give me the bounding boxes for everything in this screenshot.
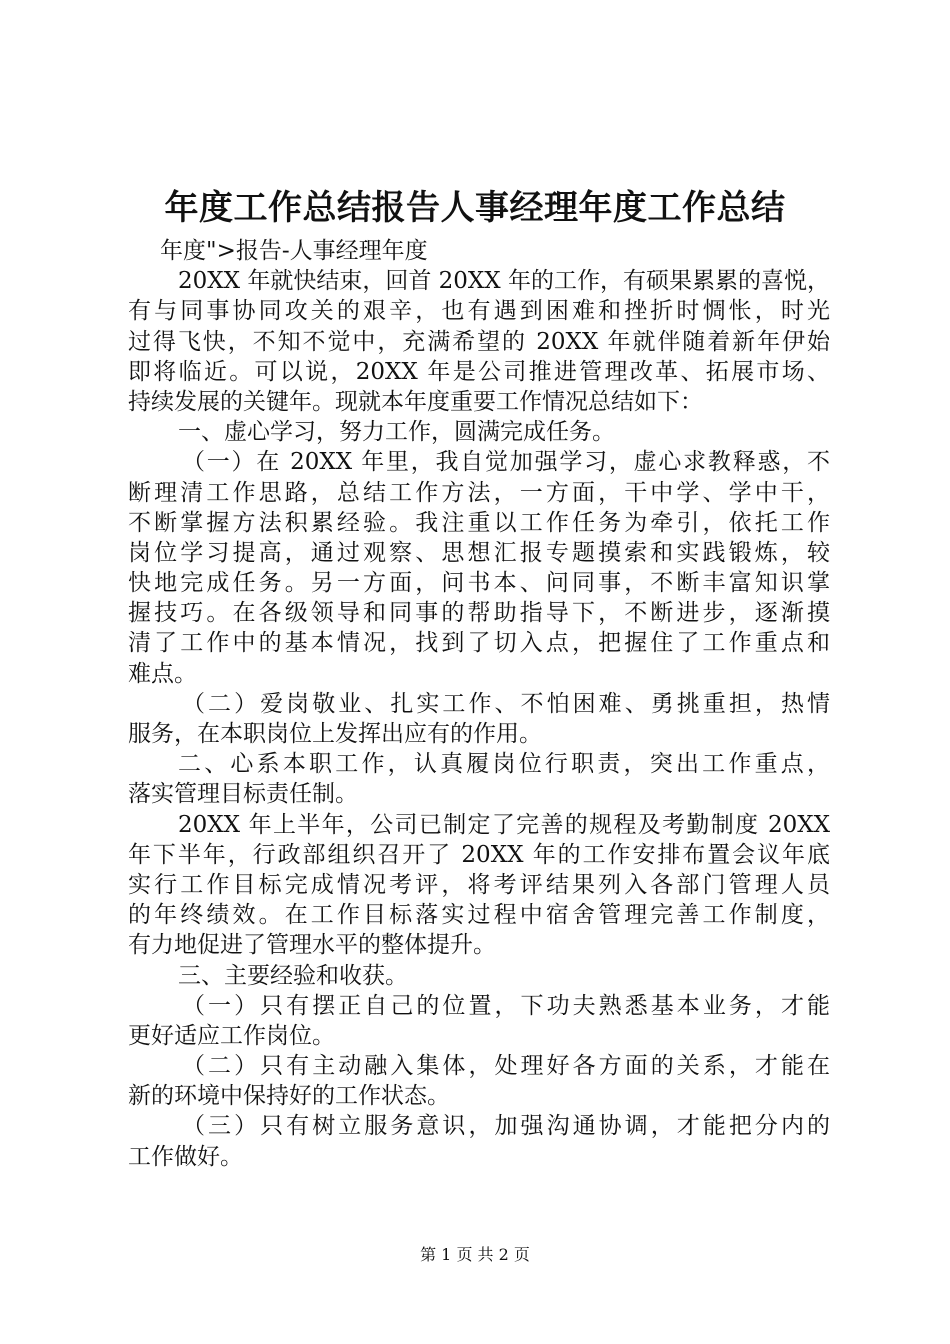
text-line: 年下半年，行政部组织召开了 20XX 年的工作安排布置会议年底 xyxy=(128,841,830,868)
text-line: （三）只有树立服务意识，加强沟通协调，才能把分内的 xyxy=(182,1113,830,1140)
section-heading: 一、虚心学习，努力工作，圆满完成任务。 xyxy=(178,419,615,446)
text-line: 实行工作目标完成情况考评，将考评结果列入各部门管理人员 xyxy=(128,871,830,898)
page-number-footer: 第 1 页 共 2 页 xyxy=(420,1245,530,1264)
text-line: 即将临近。可以说，20XX 年是公司推进管理改革、拓展市场、 xyxy=(128,358,830,385)
text-line: （一）在 20XX 年里，我自觉加强学习，虚心求教释惑，不 xyxy=(182,449,830,476)
text-line: 的年终绩效。在工作目标落实过程中宿舍管理完善工作制度， xyxy=(128,902,830,929)
text-line: 服务，在本职岗位上发挥出应有的作用。 xyxy=(128,721,542,747)
text-line: 新的环境中保持好的工作状态。 xyxy=(128,1083,450,1110)
text-line: 断理清工作思路，总结工作方法，一方面，干中学、学中干， xyxy=(128,479,830,506)
text-line: 有与同事协同攻关的艰辛，也有遇到困难和挫折时惆怅，时光 xyxy=(128,298,830,325)
text-line: （二）爱岗敬业、扎实工作、不怕困难、勇挑重担，热情 xyxy=(182,690,830,717)
text-line: 快地完成任务。另一方面，问书本、问同事，不断丰富知识掌 xyxy=(128,570,830,597)
section-heading: 三、主要经验和收获。 xyxy=(178,962,408,989)
text-line: 有力地促进了管理水平的整体提升。 xyxy=(128,932,496,959)
section-heading: 二、心系本职工作，认真履岗位行职责，突出工作重点， xyxy=(178,751,830,778)
text-line: （一）只有摆正自己的位置，下功夫熟悉基本业务，才能 xyxy=(182,992,830,1019)
text-line: 岗位学习提高，通过观察、思想汇报专题摸索和实践锻炼，较 xyxy=(128,539,830,566)
text-line: 持续发展的关键年。现就本年度重要工作情况总结如下： xyxy=(128,388,703,415)
text-line: 落实管理目标责任制。 xyxy=(128,781,358,808)
text-line: 握技巧。在各级领导和同事的帮助指导下，不断进步，逐渐摸 xyxy=(128,600,830,627)
text-line: 清了工作中的基本情况，找到了切入点，把握住了工作重点和 xyxy=(128,630,830,657)
text-line: （二）只有主动融入集体，处理好各方面的关系，才能在 xyxy=(182,1053,830,1080)
document-title: 年度工作总结报告人事经理年度工作总结 xyxy=(164,188,786,228)
text-line: 难点。 xyxy=(128,660,197,687)
text-line: 年度">报告-人事经理年度 xyxy=(160,238,428,264)
text-line: 不断掌握方法积累经验。我注重以工作任务为牵引，依托工作 xyxy=(128,509,830,536)
document-body xyxy=(128,236,830,1172)
text-line: 20XX 年上半年，公司已制定了完善的规程及考勤制度 20XX xyxy=(178,811,830,838)
text-line: 更好适应工作岗位。 xyxy=(128,1022,335,1049)
text-line: 过得飞快，不知不觉中，充满希望的 20XX 年就伴随着新年伊始 xyxy=(128,328,830,355)
text-line: 20XX 年就快结束，回首 20XX 年的工作，有硕果累累的喜悦， xyxy=(178,268,830,295)
text-line: 工作做好。 xyxy=(128,1143,243,1170)
